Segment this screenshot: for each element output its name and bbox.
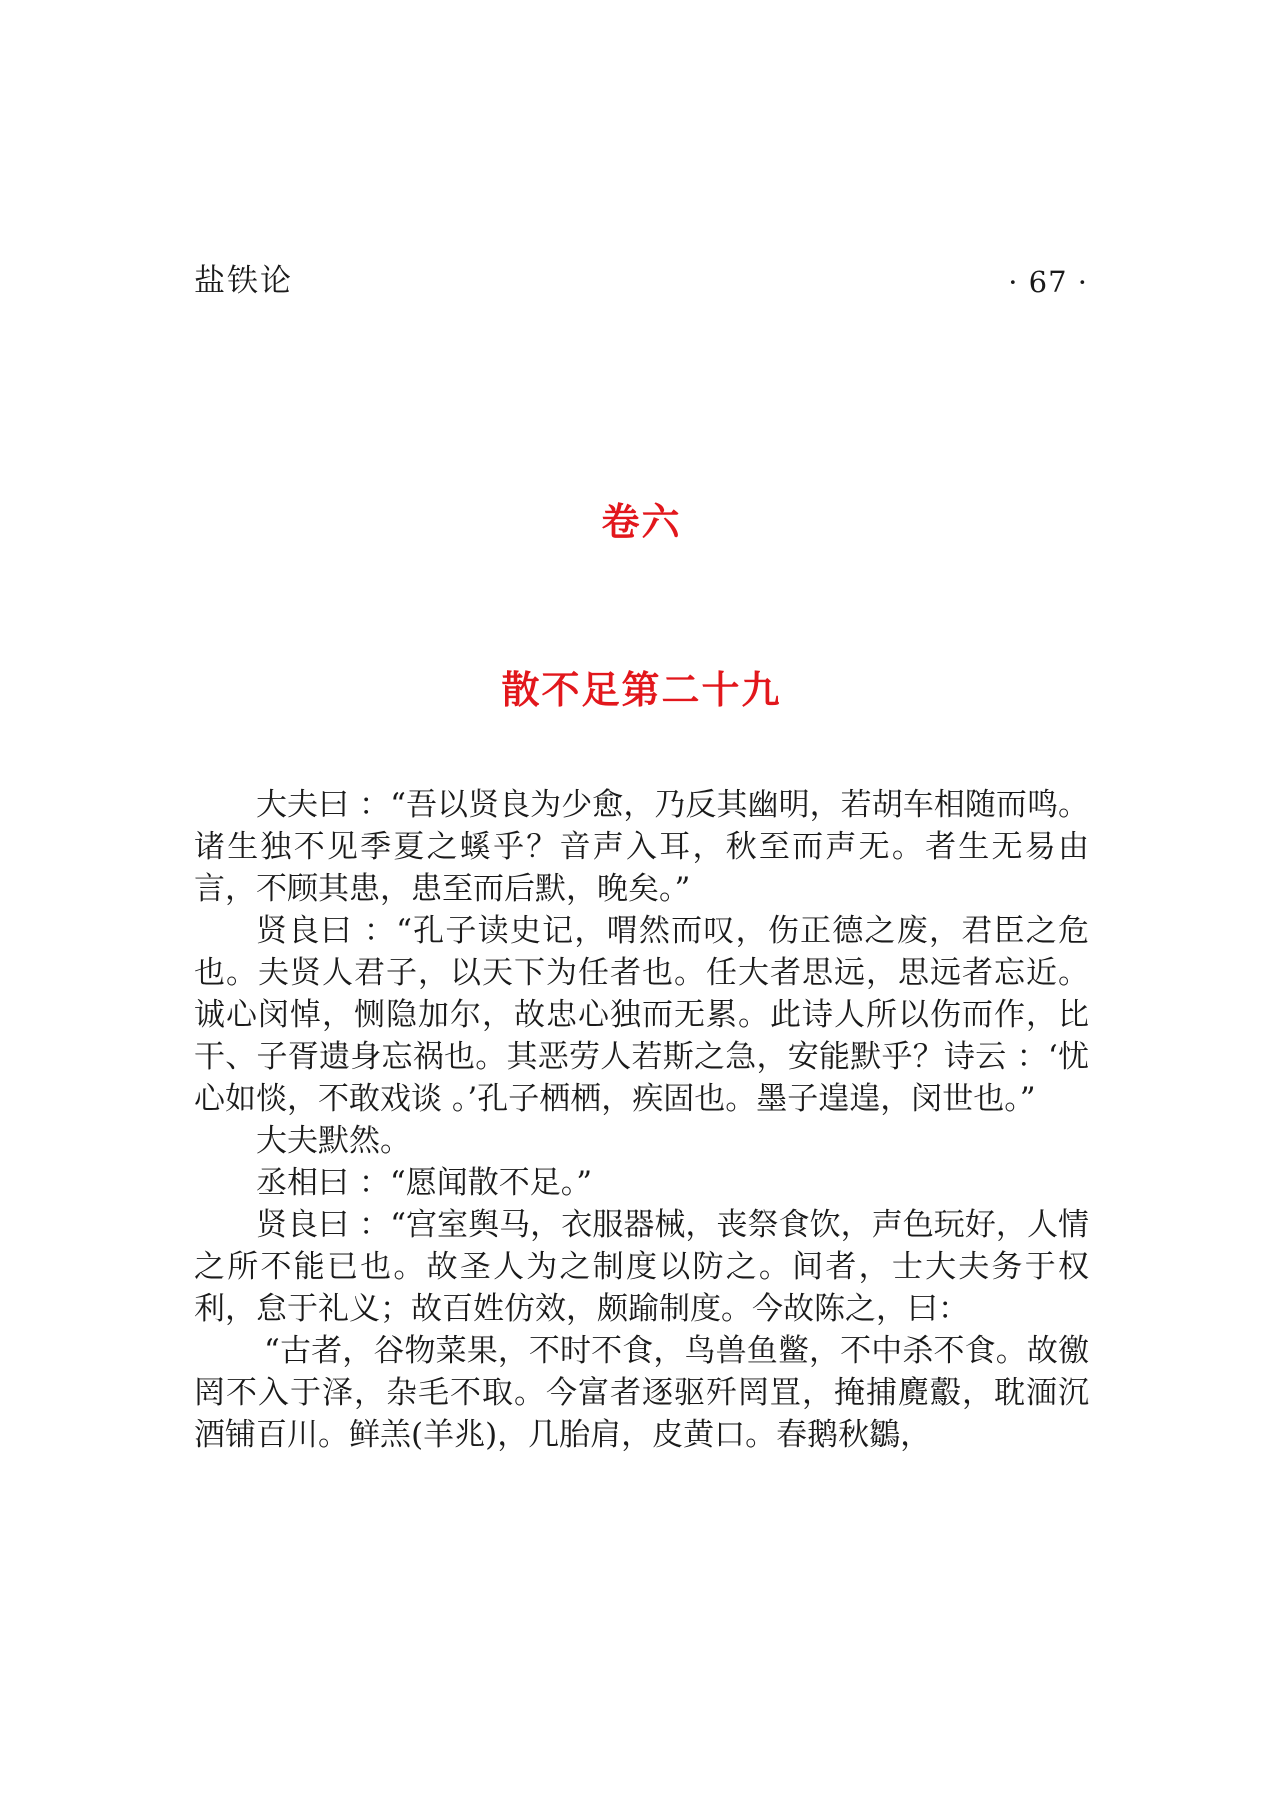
page-number: · 67 · — [1008, 265, 1088, 299]
body-text — [194, 784, 1089, 1456]
paragraph-chengxiang-request: 丞相曰 ：“愿闻散不足。” — [256, 1165, 593, 1201]
running-head-book-title: 盐铁论 — [194, 263, 293, 299]
paragraph-dafu-silent: 大夫默然。 — [256, 1123, 411, 1159]
paragraph-xianliang-reply: 贤良曰 ：“孔子读史记，喟然而叹，伤正德之废，君臣之危也。夫贤人君子，以天下为任者也。任大者思远，思远者忘近。诚心闵悼，恻隐加尔，故忠心独而无累。此诗人所以伤而作，比干、子胥遗身忘祸也。其恶劳人若斯之急，安能默乎？诗云 ：‘忧心如惔，不敢戏谈 。’孔子栖栖，疾固也。墨子遑遑，闵世也。” — [194, 913, 1089, 1117]
chapter-title: 散不足第二十九 — [501, 668, 782, 712]
paragraph-xianliang-intro: 贤良曰 ：“宫室舆马，衣服器械，丧祭食饮，声色玩好，人情之所不能已也。故圣人为之制度以防之。间者，士大夫务于权利，怠于礼义；故百姓仿效，颇踰制度。今故陈之，曰： — [194, 1207, 1089, 1327]
paragraph-dafu-speech: 大夫曰 ：“吾以贤良为少愈，乃反其幽明，若胡车相随而鸣。诸生独不见季夏之螇乎？音声入耳，秋至而声无。者生无易由言，不顾其患，患至而后默，晚矣。” — [194, 787, 1089, 907]
volume-title: 卷六 — [601, 500, 682, 544]
paragraph-ancient-foods: “古者，谷物菜果，不时不食，鸟兽鱼鳖，不中杀不食。故徼罔不入于泽，杂毛不取。今富者逐驱歼罔罝，掩捕麑鷇，耽湎沉酒铺百川。鲜羔(羊兆)，几胎肩，皮黄口。春鹅秋鶵， — [194, 1333, 1089, 1453]
